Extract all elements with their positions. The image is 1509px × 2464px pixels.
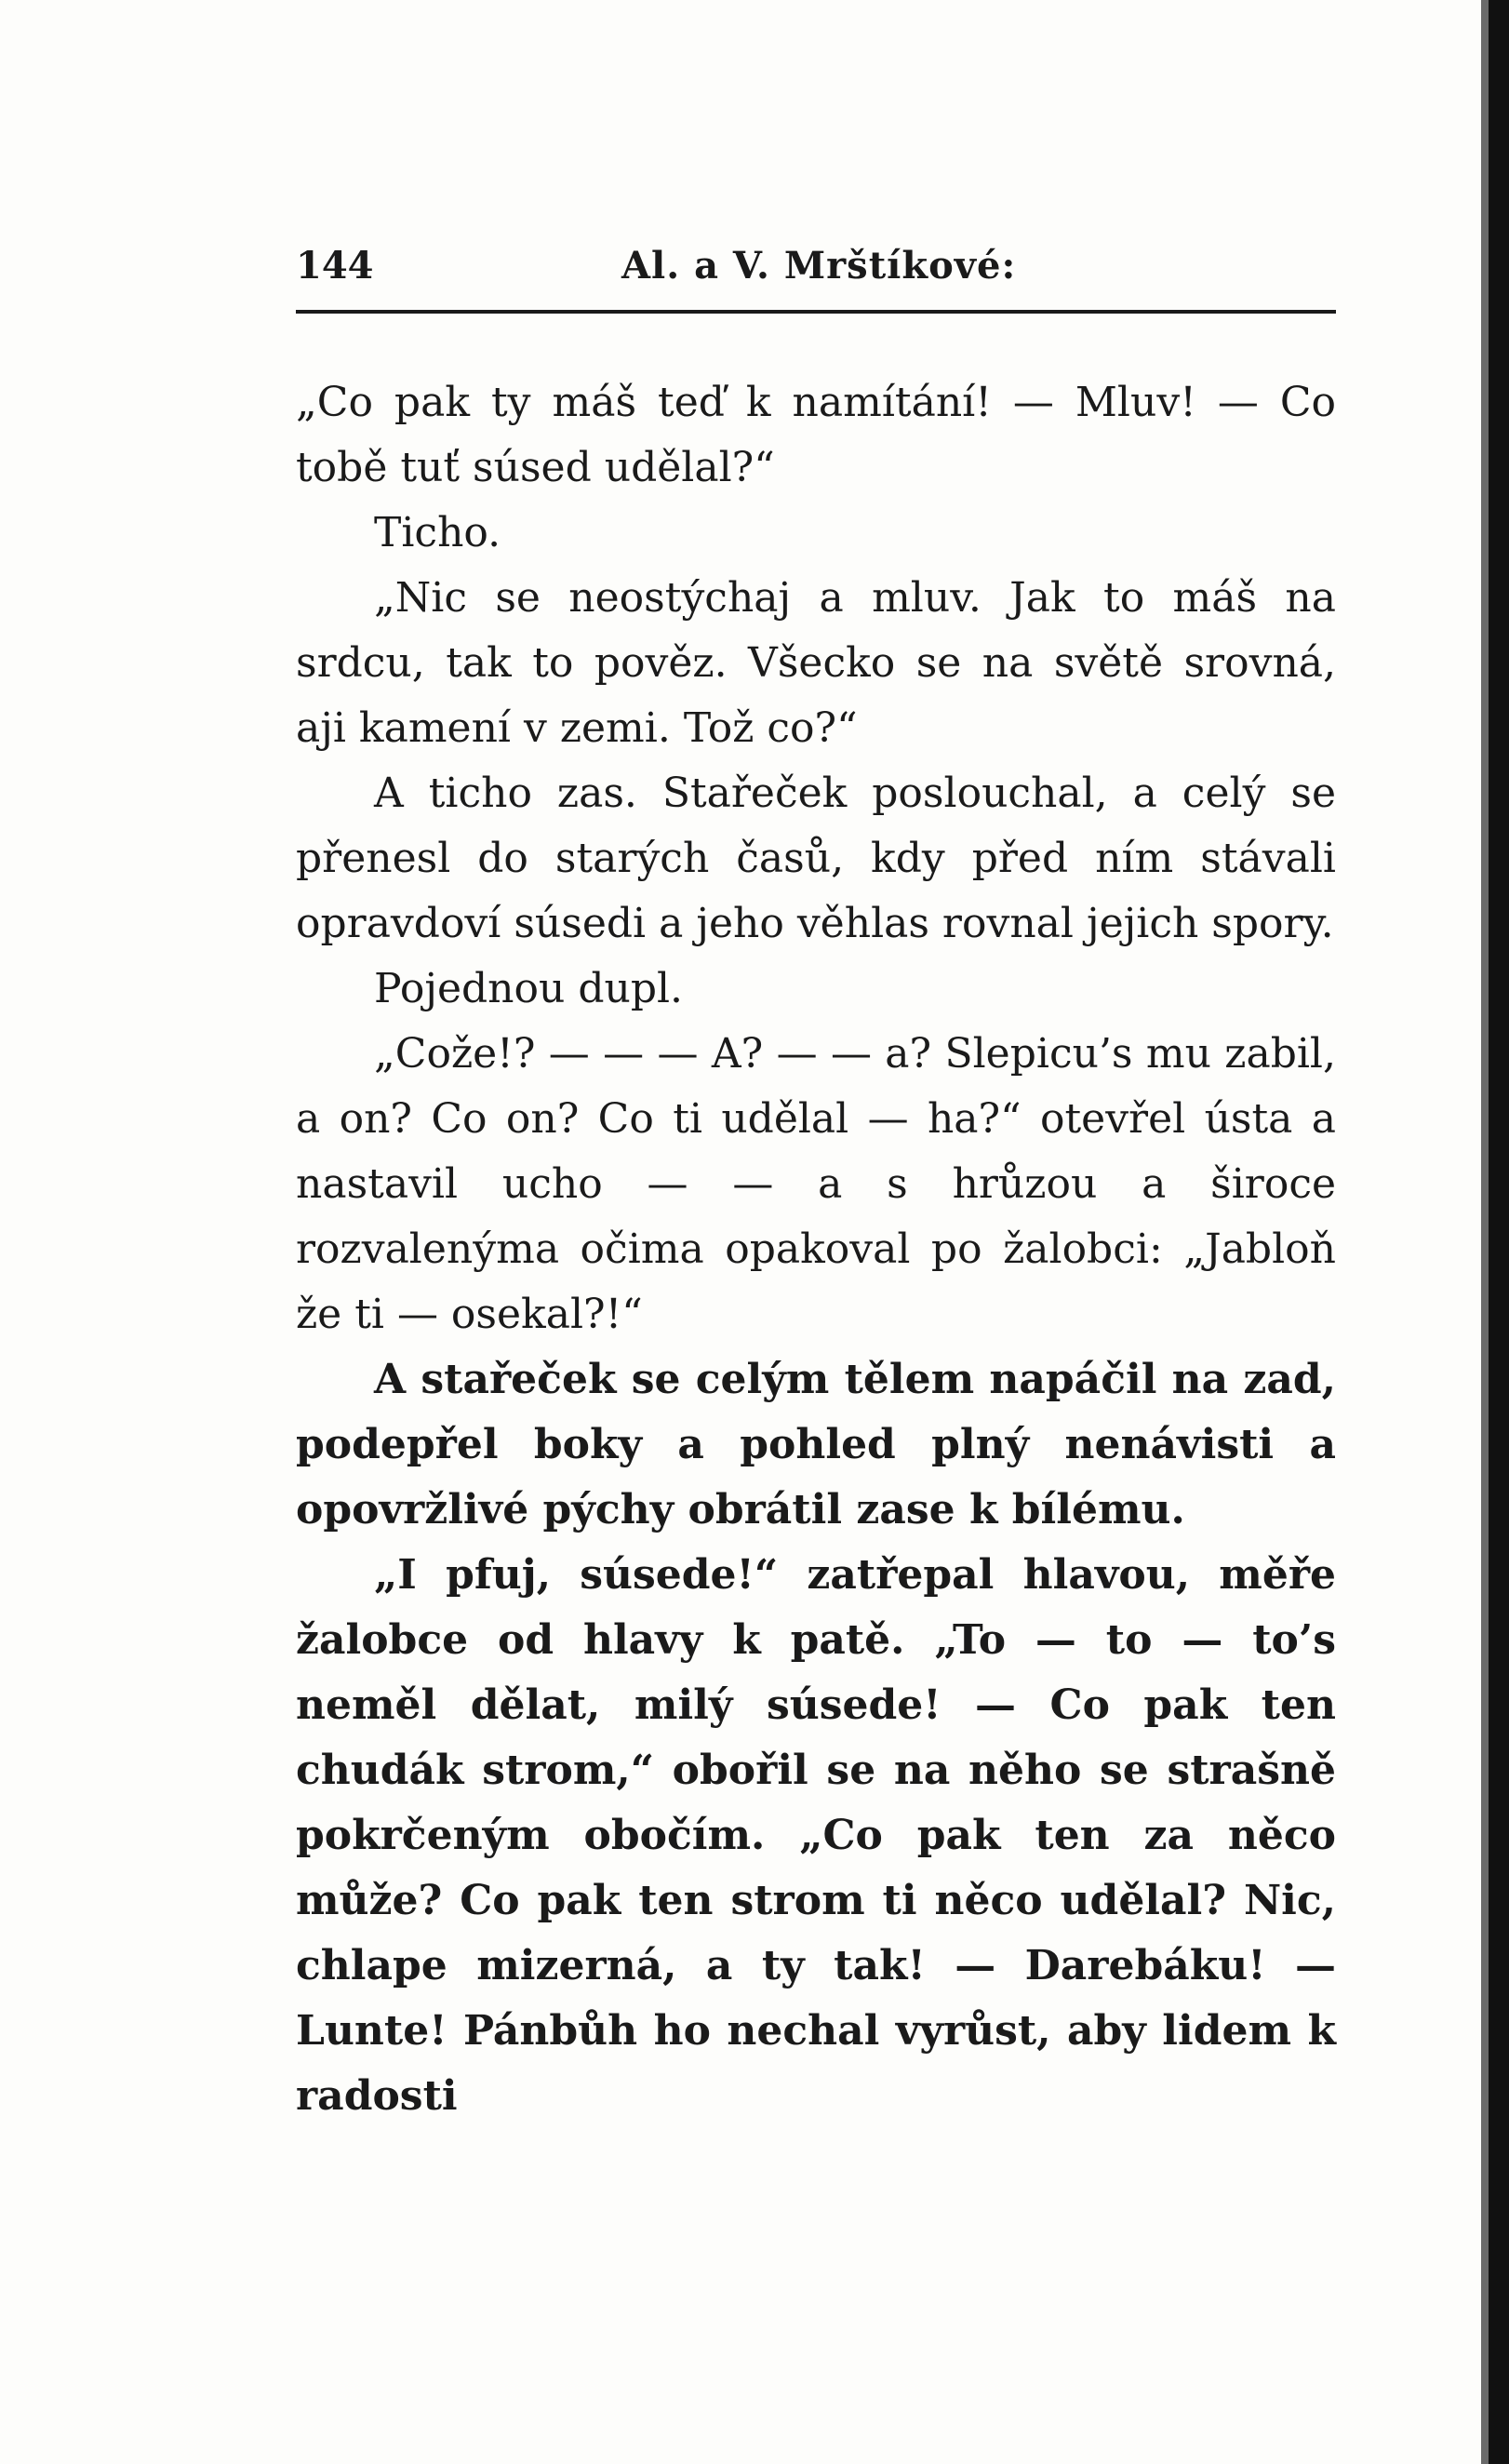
running-title: Al. a V. Mrštíkové: <box>621 244 1017 288</box>
paragraph: „Cože!? — — — A? — — a? Slepicu’s mu zabil, a on? Co on? Co ti udělal — ha?“ otevřel ústa a nastavil ucho — — a s hrůzou a široce rozvalenýma očima opakoval po žalobci: „Jabloň že ti — osekal?!“ <box>296 1030 1336 1338</box>
paragraph: A stařeček se celým tělem napáčil na zad, podepřel boky a pohled plný nenávisti a opovržlivé pýchy obrátil zase k bílému. <box>296 1356 1336 1533</box>
paragraph: „Co pak ty máš teď k namítání! — Mluv! — Co tobě tuť súsed udělal?“ <box>296 379 1336 491</box>
header-rule <box>296 310 1336 314</box>
paragraph: Pojednou dupl. <box>374 965 684 1012</box>
page-header <box>296 244 1336 300</box>
body-text <box>296 370 1336 2129</box>
paragraph: „Nic se neostýchaj a mluv. Jak to máš na srdcu, tak to pověz. Všecko se na světě srovná, aji kamení v zemi. Tož co?“ <box>296 574 1336 752</box>
binding-edge <box>1489 0 1509 2464</box>
page-number: 144 <box>296 244 374 288</box>
paragraph: „I pfuj, súsede!“ zatřepal hlavou, měře žalobce od hlavy k patě. „To — to — to’s neměl dělat, milý súsede! — Co pak ten chudák strom,“ obořil se na něho se strašně pokrčeným obočím. „Co pak ten za něco může? Co pak ten strom ti něco udělal? Nic, chlape mizerná, a ty tak! — Darebáku! — Lunte! Pánbůh ho nechal vyrůst, aby lidem k radosti <box>296 1551 1336 2120</box>
page-edge-shadow <box>1481 0 1489 2464</box>
paragraph: Ticho. <box>374 509 501 556</box>
paragraph: A ticho zas. Stařeček poslouchal, a celý se přenesl do starých časů, kdy před ním stávali opravdoví súsedi a jeho věhlas rovnal jejich spory. <box>296 770 1336 947</box>
